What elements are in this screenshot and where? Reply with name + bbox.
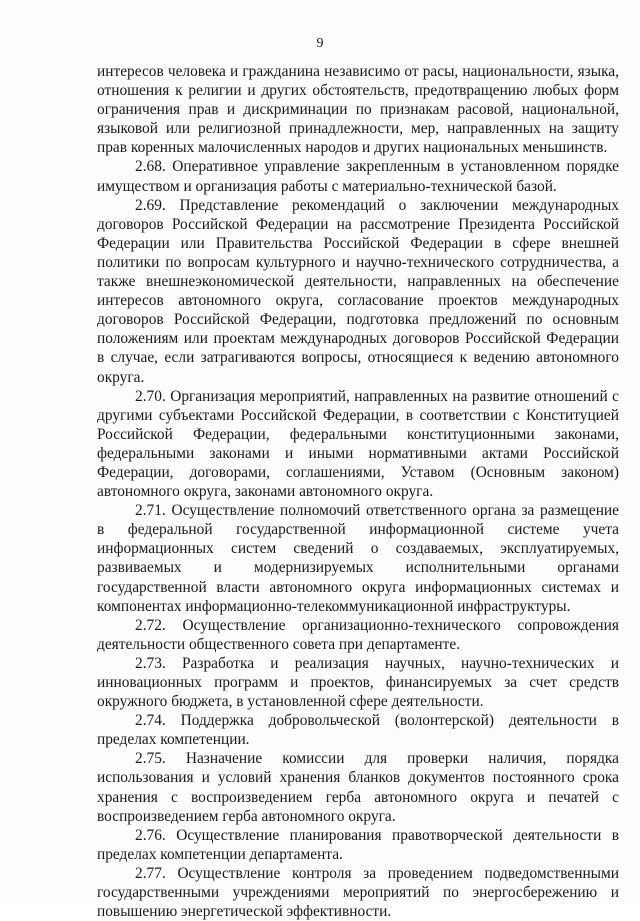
paragraph-2-69: 2.69. Представление рекомендаций о заключении международных договоров Российской Федерации на рассмотрение Президента Российской Федерации или Правительства Российской Федерации в сфере внешней политики по вопросам культурного и научно-технического сотрудничества, а также внешнеэкономической деятельности, направленных на обеспечение интересов автономного округа, согласование проектов международных договоров Российской Федерации, подготовка предложений по основным положениям или проектам международных договоров Российской Федерации в случае, если затрагиваются вопросы, относящиеся к ведению автономного округа. [97,196,619,386]
paragraph-continuation: интересов человека и гражданина независимо от расы, национальности, языка, отношения к религии и других обстоятельств, предотвращению любых форм ограничения прав и дискриминации по признакам расовой, национальной, языковой или религиозной принадлежности, мер, направленных на защиту прав коренных малочисленных народов и других национальных меньшинств. [97,63,619,157]
paragraph-2-72: 2.72. Осуществление организационно-технического сопровождения деятельности общественного совета при департаменте. [97,616,619,653]
paragraph-2-71: 2.71. Осуществление полномочий ответственного органа за размещение в федеральной государственной информационной системе учета информационных систем сведений о создаваемых, эксплуатируемых, развиваемых и модернизируемых исполнительными органами государственной власти автономного округа информационных системах и компонентах информационно-телекоммуникационной инфраструктуры. [97,502,619,615]
paragraph-2-74: 2.74. Поддержка добровольческой (волонтерской) деятельности в пределах компетенции. [97,712,619,749]
page-number: 9 [316,36,324,51]
paragraph-2-77: 2.77. Осуществление контроля за проведением подведомственными государственными учреждениями мероприятий по энергосбережению и повышению энергетической эффективности. [97,864,619,921]
paragraph-2-70: 2.70. Организация мероприятий, направленных на развитие отношений с другими субъектами Российской Федерации, в соответствии с Конституцией Российской Федерации, федеральными конституционными законами, федеральными законами и иными нормативными актами Российской Федерации, договорами, соглашениями, Уставом (Основным законом) автономного округа, законами автономного округа. [97,387,619,501]
paragraph-2-76: 2.76. Осуществление планирования правотворческой деятельности в пределах компетенции департамента. [97,826,619,863]
document-body [97,62,619,921]
paragraph-2-75: 2.75. Назначение комиссии для проверки наличия, порядка использования и условий хранения бланков документов постоянного срока хранения с воспроизведением герба автономного округа и печатей с воспроизведением герба автономного округа. [97,750,619,825]
paragraph-2-68: 2.68. Оперативное управление закрепленным в установленном порядке имуществом и организация работы с материально-технической базой. [97,158,619,195]
paragraph-2-73: 2.73. Разработка и реализация научных, научно-технических и инновационных программ и проектов, финансируемых за счет средств окружного бюджета, в установленной сфере деятельности. [97,654,619,711]
